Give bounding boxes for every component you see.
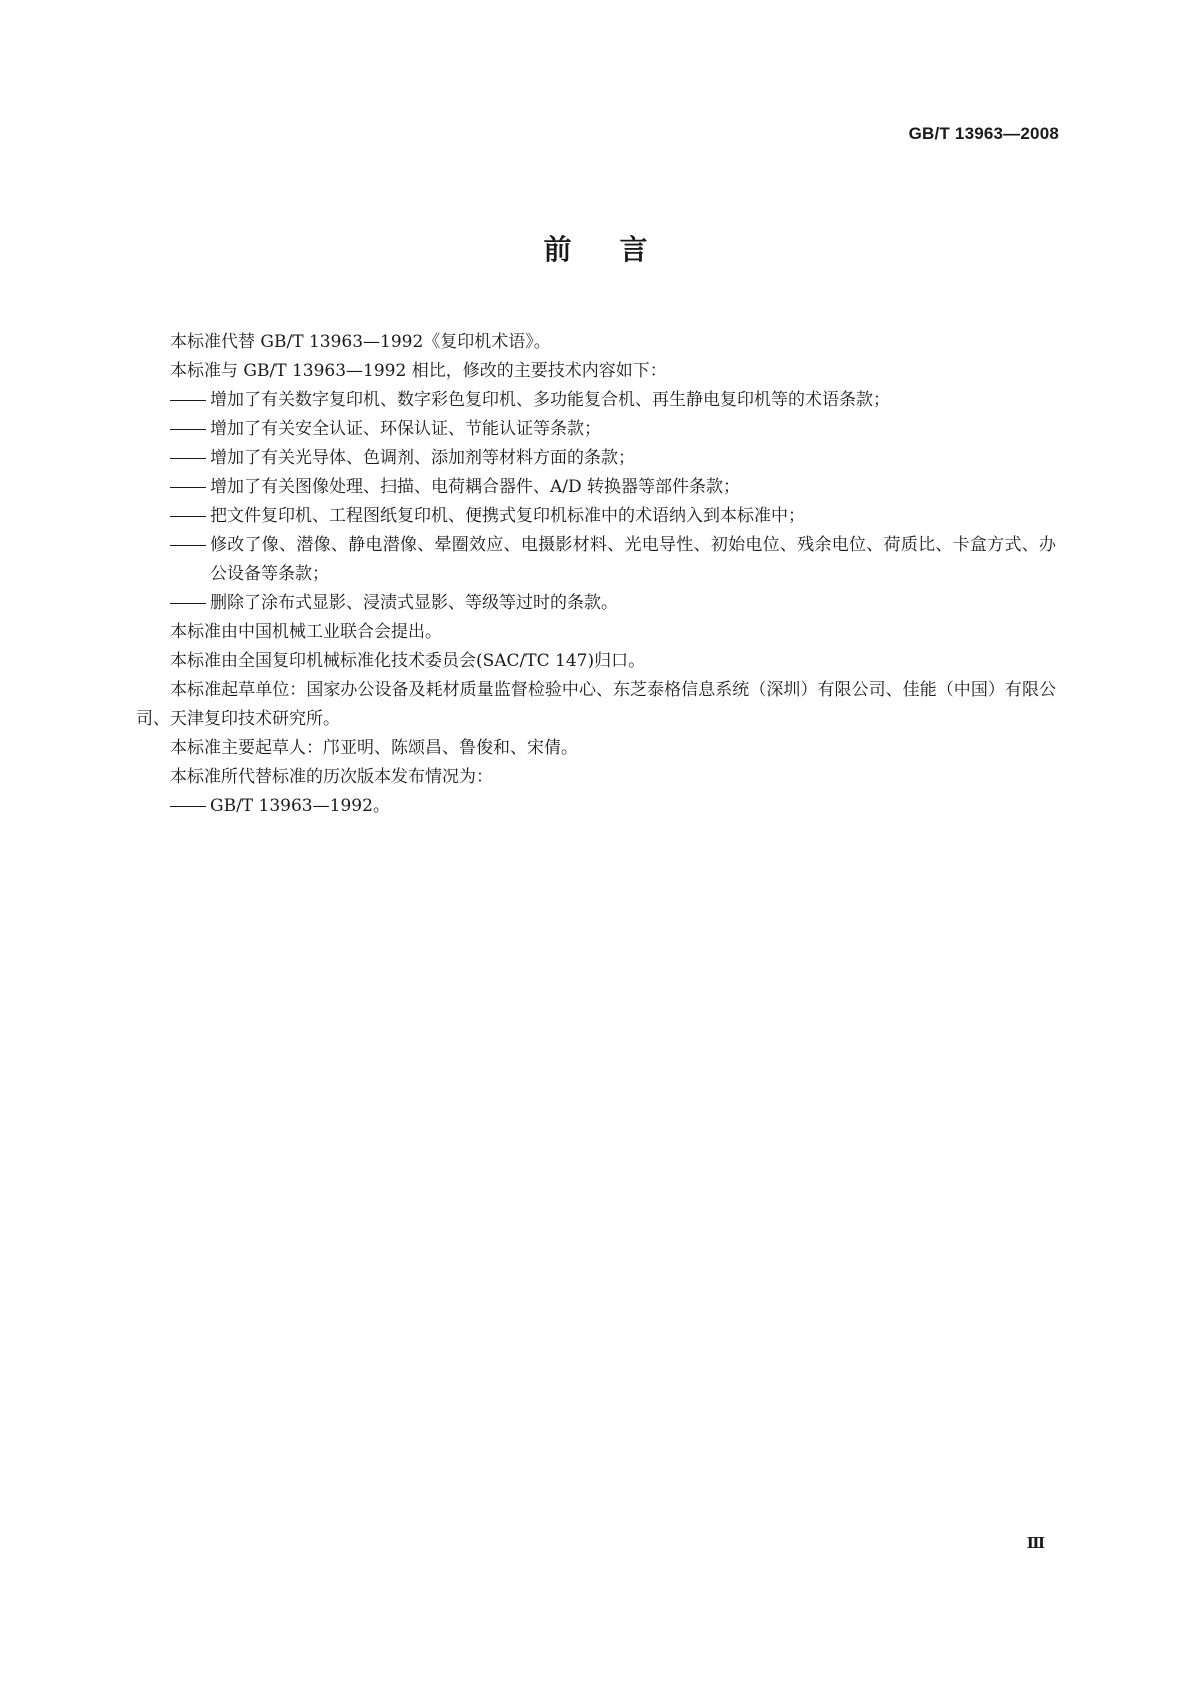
change-item-text: 把文件复印机、工程图纸复印机、便携式复印机标准中的术语纳入到本标准中； <box>210 506 805 526</box>
change-item-text: 修改了像、潜像、静电潜像、晕圈效应、电摄影材料、光电导性、初始电位、残余电位、荷质比、卡盒方式、办公设备等条款； <box>210 535 1056 584</box>
change-item <box>136 386 1056 415</box>
standard-code: GB/T 13963—2008 <box>908 124 1059 143</box>
paragraph-drafting-units: 本标准起草单位：国家办公设备及耗材质量监督检验中心、东芝泰格信息系统（深圳）有限公司、佳能（中国）有限公司、天津复印技术研究所。 <box>136 680 1056 729</box>
change-item-text: 删除了涂布式显影、浸渍式显影、等级等过时的条款。 <box>210 593 618 613</box>
change-item <box>136 444 1056 473</box>
document-body <box>136 328 1056 821</box>
change-item <box>136 531 1056 589</box>
change-item-text: 增加了有关光导体、色调剂、添加剂等材料方面的条款； <box>210 448 635 468</box>
change-item <box>136 502 1056 531</box>
change-item-text: 增加了有关安全认证、环保认证、节能认证等条款； <box>210 419 601 439</box>
change-item-text: 增加了有关数字复印机、数字彩色复印机、多功能复合机、再生静电复印机等的术语条款； <box>210 390 890 410</box>
change-item <box>136 415 1056 444</box>
paragraph-replaces: 本标准代替 GB/T 13963—1992《复印机术语》。 <box>170 332 551 352</box>
page-title: 前言 <box>543 233 696 266</box>
paragraph-changes-intro: 本标准与 GB/T 13963—1992 相比，修改的主要技术内容如下： <box>170 361 667 381</box>
page-number: Ⅲ <box>1026 1534 1044 1552</box>
paragraph-drafters: 本标准主要起草人：邝亚明、陈颂昌、鲁俊和、宋倩。 <box>170 738 578 758</box>
previous-version-item <box>136 792 1056 821</box>
paragraph-version-history: 本标准所代替标准的历次版本发布情况为： <box>170 767 493 787</box>
change-item <box>136 589 1056 618</box>
change-item <box>136 473 1056 502</box>
paragraph-committee: 本标准由全国复印机械标准化技术委员会(SAC/TC 147)归口。 <box>170 651 646 671</box>
change-item-text: 增加了有关图像处理、扫描、电荷耦合器件、A/D 转换器等部件条款； <box>210 477 741 497</box>
paragraph-proposer: 本标准由中国机械工业联合会提出。 <box>170 622 442 642</box>
previous-version-text: GB/T 13963—1992。 <box>210 796 390 816</box>
